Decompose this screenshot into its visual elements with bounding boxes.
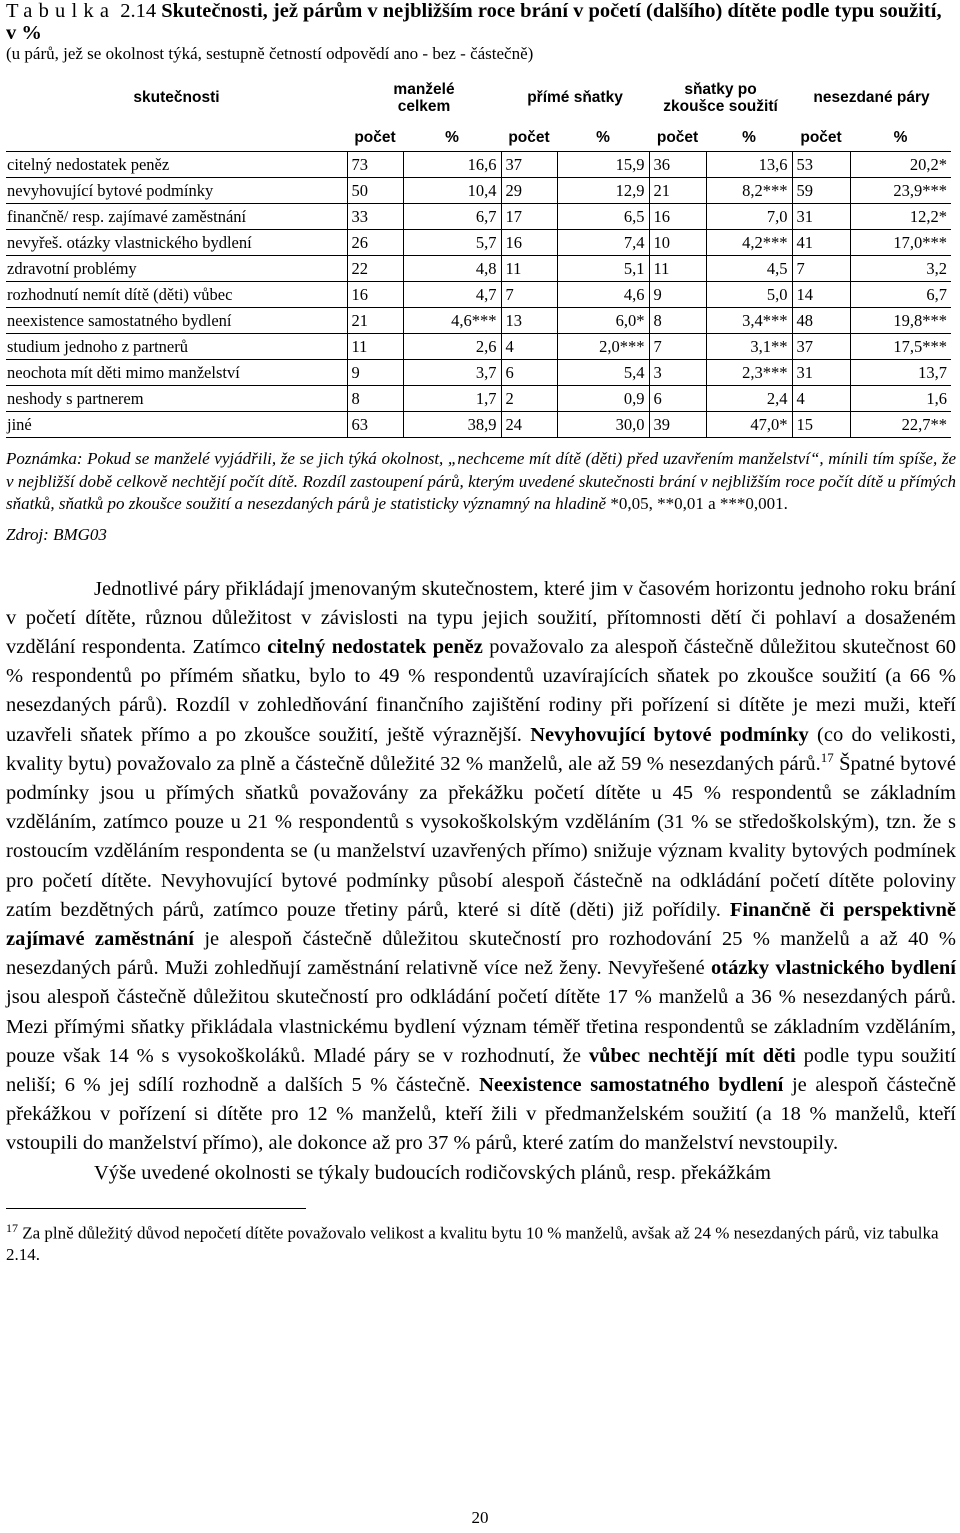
table-row [6,204,951,230]
count-cell: 6 [501,360,557,386]
table-row [6,282,951,308]
percent-cell: 30,0 [557,412,649,438]
percent-cell: 2,3*** [706,360,792,386]
emphasis: vůbec nechtějí mít děti [588,1044,796,1067]
percent-cell: 10,4 [403,178,501,204]
count-cell: 37 [792,334,850,360]
percent-cell: 13,7 [850,360,951,386]
data-table [6,70,951,438]
table-subtitle: (u párů, jež se okolnost týká, sestupně četností odpovědí ano - bez - částečně) [6,44,534,63]
table-row [6,152,951,178]
percent-cell: 5,4 [557,360,649,386]
row-label: neshody s partnerem [6,386,347,412]
count-cell: 16 [501,230,557,256]
percent-cell: 2,4 [706,386,792,412]
body-text [6,575,956,1188]
row-label: nevyhovující bytové podmínky [6,178,347,204]
count-cell: 26 [347,230,403,256]
emphasis: Neexistence samostatného bydlení [479,1073,784,1096]
table-label: Tabulka [6,0,116,22]
table-title: Skutečnosti, jež párům v nejbližším roce brání v početí (dalšího) dítěte podle typu soužití, v % [6,0,942,44]
percent-cell: 3,1** [706,334,792,360]
count-cell: 50 [347,178,403,204]
sub-header: % [706,125,792,152]
sub-header: počet [792,125,850,152]
count-cell: 31 [792,204,850,230]
sub-header: % [557,125,649,152]
count-cell: 11 [501,256,557,282]
group-header: nesezdané páry [813,89,930,106]
count-cell: 13 [501,308,557,334]
percent-cell: 3,4*** [706,308,792,334]
footnote-ref[interactable]: 17 [820,749,834,765]
count-cell: 9 [347,360,403,386]
percent-cell: 38,9 [403,412,501,438]
row-label: studium jednoho z partnerů [6,334,347,360]
table-row [6,386,951,412]
count-cell: 41 [792,230,850,256]
count-cell: 8 [347,386,403,412]
count-cell: 39 [649,412,706,438]
table-row [6,256,951,282]
row-label: jiné [6,412,347,438]
row-label: rozhodnutí nemít dítě (děti) vůbec [6,282,347,308]
footnote-divider [6,1208,306,1209]
count-cell: 16 [649,204,706,230]
percent-cell: 6,5 [557,204,649,230]
group-header: manželé celkem [393,80,455,115]
count-cell: 14 [792,282,850,308]
count-cell: 7 [501,282,557,308]
percent-cell: 17,5*** [850,334,951,360]
count-cell: 24 [501,412,557,438]
percent-cell: 4,6*** [403,308,501,334]
percent-cell: 47,0* [706,412,792,438]
percent-cell: 4,2*** [706,230,792,256]
emphasis: citelný nedostatek peněz [267,635,483,658]
percent-cell: 4,8 [403,256,501,282]
count-cell: 48 [792,308,850,334]
percent-cell: 12,9 [557,178,649,204]
footnote-mark: 17 [6,1220,18,1235]
sub-header: % [403,125,501,152]
percent-cell: 7,4 [557,230,649,256]
emphasis: Nevyhovující bytové podmínky [530,723,809,746]
count-cell: 7 [792,256,850,282]
percent-cell: 16,6 [403,152,501,178]
count-cell: 6 [649,386,706,412]
percent-cell: 5,1 [557,256,649,282]
paragraph: Jednotlivé páry přikládají jmenovaným skutečnostem, které jim v časovém horizontu jednoho roku brání v početí dítěte, různou důležitost v závislosti na typu jejich soužití, přítomnosti dětí či pohlaví a dosaženém vzdělání respondenta. Zatímco citelný nedostatek peněz považovalo za alespoň částečně důležitou skutečnost 60 % respondentů po přímém sňatku, bylo to 49 % respondentů uzavírajících sňatek po zkoušce soužití (a 66 % nesezdaných párů). Rozdíl v zohledňování finančního zajištění rodiny při pořízení si dítěte je mezi muži, kteří uzavřeli sňatek přímo a po zkoušce soužití, ještě výraznější. Nevyhovující bytové podmínky (co do velikosti, kvality bytu) považovalo za plně a částečně důležité 32 % manželů, ale až 59 % nesezdaných párů.$^{17}$ Špatné bytové podmínky jsou u přímých sňatků považovány za překážku početí dítěte u 45 % respondentů se základním vzděláním, zatímco pouze u 21 % respondentů s vysokoškolským vzděláním (31 % se středoškolským), tzn. že s rostoucím vzděláním respondenta se (u manželství uzavřených přímo) snižuje význam kvality bytových podmínek pro početí dítěte. Nevyhovující bytové podmínky působí alespoň částečně na odkládání početí dítěte poloviny zatím bezdětných párů, zatímco pouze třetiny párů, které si dítě (děti) již pořídily. Finančně či perspektivně zajímavé zaměstnání je alespoň částečně důležitou skutečností pro rozhodování 25 % manželů a až 40 % nesezdaných párů. Muži zohledňují zaměstnání relativně více než ženy. Nevyřešené otázky vlastnického bydlení jsou alespoň částečně důležitou skutečností pro odkládání početí dítěte 17 % manželů a 36 % nesezdaných párů. Mezi přímými sňatky přikládala vlastnickému bydlení význam téměř třetina respondentů se základním vzděláním, pouze však 14 % s vysokoškoláků. Mladé páry se v rozhodnutí, že vůbec nechtějí mít děti podle typu soužití neliší; 6 % jej sdílí rozhodně a dalších 5 % částečně. Neexistence samostatného bydlení je alespoň částečně překážkou v pořízení si dítěte pro 12 % manželů, kteří žili v předmanželském soužití (a 18 % manželů, kteří vstoupili do manželství přímo), ale dokonce až pro 37 % párů, které zatím do manželství nevstoupily. [6,577,957,1155]
footnote [6,1217,956,1267]
percent-cell: 4,7 [403,282,501,308]
percent-cell: 1,7 [403,386,501,412]
source-line: Zdroj: BMG03 [6,524,107,544]
table-row [6,334,951,360]
paragraph: Výše uvedené okolnosti se týkaly budoucích rodičovských plánů, resp. překážkám [94,1161,771,1184]
row-label: finančně/ resp. zajímavé zaměstnání [6,204,347,230]
percent-cell: 6,7 [850,282,951,308]
table-caption [6,0,956,44]
sub-header: počet [501,125,557,152]
group-header: sňatky po zkoušce soužití [663,80,778,115]
percent-cell: 6,0* [557,308,649,334]
footnote-text: Za plně důležitý důvod nepočetí dítěte považovalo velikost a kvalitu bytu 10 % manželů, avšak až 24 % nesezdaných párů, viz tabulka 2.14. [6,1223,939,1265]
count-cell: 4 [792,386,850,412]
percent-cell: 22,7** [850,412,951,438]
count-cell: 53 [792,152,850,178]
row-label: citelný nedostatek peněz [6,152,347,178]
count-cell: 8 [649,308,706,334]
percent-cell: 5,7 [403,230,501,256]
percent-cell: 4,5 [706,256,792,282]
row-label: neexistence samostatného bydlení [6,308,347,334]
percent-cell: 2,0*** [557,334,649,360]
table-row [6,412,951,438]
count-cell: 17 [501,204,557,230]
table-row [6,230,951,256]
count-cell: 2 [501,386,557,412]
percent-cell: 17,0*** [850,230,951,256]
percent-cell: 15,9 [557,152,649,178]
percent-cell: 8,2*** [706,178,792,204]
percent-cell: 3,2 [850,256,951,282]
table-number: 2.14 [120,0,157,22]
note-levels: *0,05, **0,01 a ***0,001. [610,494,788,513]
page-number: 20 [471,1508,489,1527]
count-cell: 63 [347,412,403,438]
percent-cell: 5,0 [706,282,792,308]
count-cell: 7 [649,334,706,360]
count-cell: 11 [649,256,706,282]
count-cell: 9 [649,282,706,308]
sub-header: počet [347,125,403,152]
count-cell: 31 [792,360,850,386]
count-cell: 36 [649,152,706,178]
percent-cell: 20,2* [850,152,951,178]
percent-cell: 0,9 [557,386,649,412]
percent-cell: 4,6 [557,282,649,308]
percent-cell: 13,6 [706,152,792,178]
count-cell: 29 [501,178,557,204]
count-cell: 33 [347,204,403,230]
percent-cell: 19,8*** [850,308,951,334]
percent-cell: 3,7 [403,360,501,386]
count-cell: 21 [649,178,706,204]
percent-cell: 7,0 [706,204,792,230]
sub-header: počet [649,125,706,152]
count-cell: 21 [347,308,403,334]
row-label: neochota mít děti mimo manželství [6,360,347,386]
table-row [6,308,951,334]
emphasis: otázky vlastnického bydlení [711,957,956,980]
table-note [6,448,956,516]
percent-cell: 6,7 [403,204,501,230]
count-cell: 3 [649,360,706,386]
row-label: nevyřeš. otázky vlastnického bydlení [6,230,347,256]
table-row [6,178,951,204]
count-cell: 22 [347,256,403,282]
count-cell: 37 [501,152,557,178]
row-header: skutečnosti [133,89,220,106]
count-cell: 59 [792,178,850,204]
group-header: přímé sňatky [527,89,623,106]
emphasis: Finančně či perspektivně zajímavé zaměstnání [6,898,956,950]
document-page [6,0,956,1266]
note-text: Poznámka: Pokud se manželé vyjádřili, že se jich týká okolnost, „nechceme mít dítě (děti) před uzavřením manželství“, mínili tím spíše, že v nejbližší době celkově nechtějí počít dítě. Rozdíl zastoupení párů, kterým uvedené skutečnosti brání v nejbližším roce počít dítě u přímých sňatků, sňatků po zkoušce soužití a nesezdaných párů je statisticky významný na hladině [6,449,956,513]
row-label: zdravotní problémy [6,256,347,282]
percent-cell: 23,9*** [850,178,951,204]
count-cell: 11 [347,334,403,360]
count-cell: 15 [792,412,850,438]
percent-cell: 1,6 [850,386,951,412]
count-cell: 16 [347,282,403,308]
percent-cell: 12,2* [850,204,951,230]
table-row [6,360,951,386]
count-cell: 4 [501,334,557,360]
count-cell: 73 [347,152,403,178]
percent-cell: 2,6 [403,334,501,360]
sub-header: % [850,125,951,152]
count-cell: 10 [649,230,706,256]
